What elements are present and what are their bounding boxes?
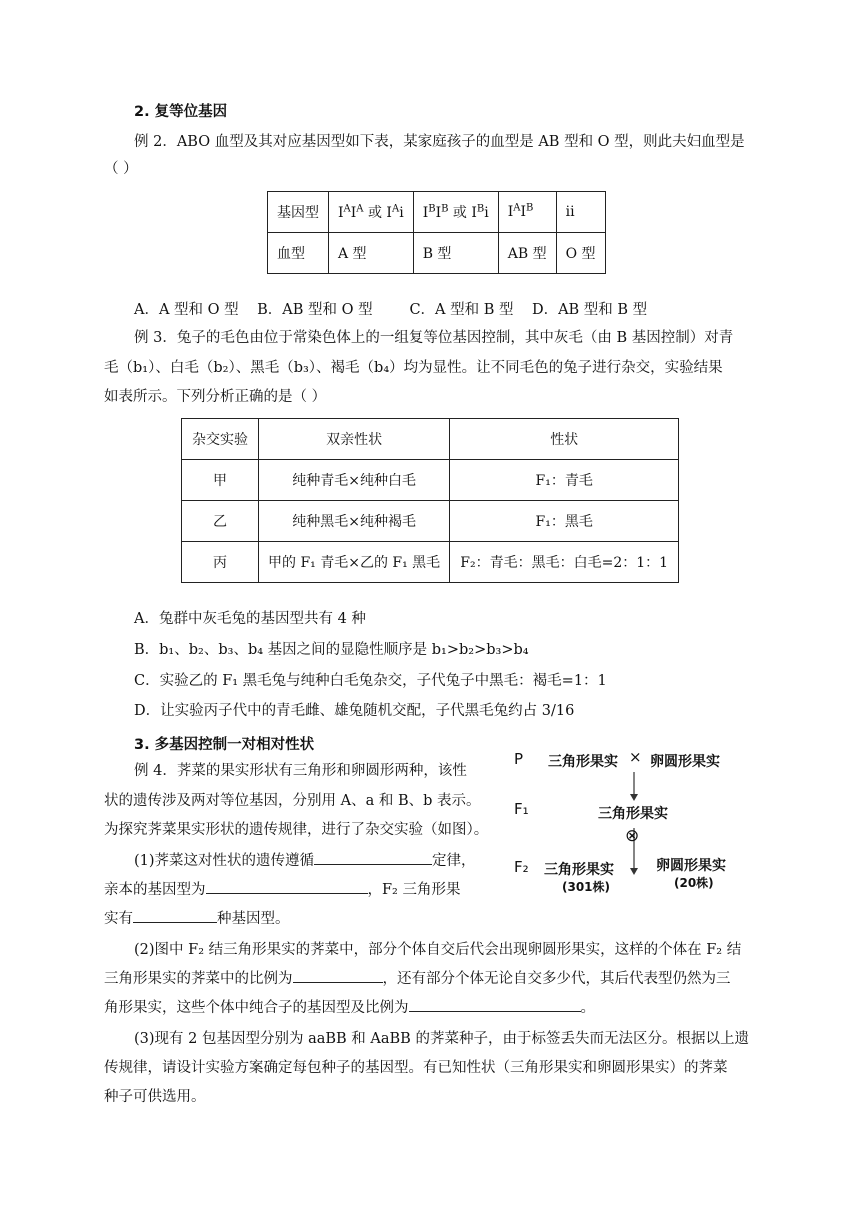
question-3-line-1: (3)现有 2 包基因型分别为 aaBB 和 AaBB 的荠菜种子，由于标签丢失而无法区分。根据以上遗 <box>134 1031 749 1047</box>
question-1-text: 亲本的基因型为 <box>104 882 206 898</box>
table-cell: 基因型 <box>268 192 329 233</box>
table-row <box>268 233 606 274</box>
question-2-line-1: (2)图中 F₂ 结三角形果实的荠菜中，部分个体自交后代会出现卵圆形果实，这样的个体在 F₂ 结 <box>134 942 742 958</box>
table-row <box>182 460 679 501</box>
question-3-line-3: 种子可供选用。 <box>104 1089 206 1105</box>
table-cell: AB 型 <box>498 233 556 274</box>
generation-p-label: P <box>514 750 524 768</box>
table-cell: A 型 <box>329 233 414 274</box>
table-row <box>182 501 679 542</box>
question-2-line-3 <box>104 995 595 1022</box>
example-2-line-2: （ ） <box>104 161 138 177</box>
question-1-text: ，F₂ 三角形果 <box>367 882 461 898</box>
answer-blank[interactable] <box>293 968 383 983</box>
cross-symbol: × <box>629 748 642 766</box>
table-cell: 纯种黑毛×纯种褐毛 <box>259 501 450 542</box>
table-row <box>182 419 679 460</box>
answer-blank[interactable] <box>409 997 581 1012</box>
table-cell: 血型 <box>268 233 329 274</box>
table-cell: 性状 <box>450 419 679 460</box>
f2-oval-label: 卵圆形果实 <box>656 858 726 874</box>
question-2-text: 三角形果实的荠菜中的比例为 <box>104 971 293 987</box>
table-cell: F₁：黑毛 <box>450 501 679 542</box>
parent-2-label: 卵圆形果实 <box>650 754 720 770</box>
example-2-line-1: 例 2．ABO 血型及其对应基因型如下表，某家庭孩子的血型是 AB 型和 O 型，则此夫妇血型是 <box>134 134 745 150</box>
generation-f1-label: F₁ <box>514 800 529 818</box>
question-1-line-2 <box>104 877 460 904</box>
question-3-line-2: 传规律，请设计实验方案确定每包种子的基因型。有已知性状（三角形果实和卵圆形果实）的荠菜 <box>104 1060 728 1076</box>
option-d: D．让实验丙子代中的青毛雌、雄兔随机交配，子代黑毛兔约占 3/16 <box>134 703 575 719</box>
table-cell: 双亲性状 <box>259 419 450 460</box>
option-b: B．b₁、b₂、b₃、b₄ 基因之间的显隐性顺序是 b₁>b₂>b₃>b₄ <box>134 642 529 658</box>
parent-1-label: 三角形果实 <box>548 754 618 770</box>
table-cell: ii <box>556 192 605 233</box>
question-2-text: 。 <box>580 1000 595 1016</box>
f1-offspring-label: 三角形果实 <box>598 806 668 822</box>
table-cell: 纯种青毛×纯种白毛 <box>259 460 450 501</box>
answer-blank[interactable] <box>133 908 217 923</box>
example-4-line-2: 状的遗传涉及两对等位基因，分别用 A、a 和 B、b 表示。 <box>104 793 481 809</box>
table-cell: 丙 <box>182 542 259 583</box>
option-c: C．实验乙的 F₁ 黑毛兔与纯种白毛兔杂交，子代兔子中黑毛：褐毛=1：1 <box>134 673 607 689</box>
question-2-text: 角形果实，这些个体中纯合子的基因型及比例为 <box>104 1000 409 1016</box>
example-3-line-2: 毛（b₁）、白毛（b₂）、黑毛（b₃）、褐毛（b₄）均为显性。让不同毛色的兔子进行杂交，实验结果 <box>104 360 723 376</box>
question-1-text: 定律， <box>432 853 476 869</box>
question-2-line-2 <box>104 966 731 993</box>
generation-f2-label: F₂ <box>514 858 529 876</box>
rabbit-cross-table <box>181 418 679 583</box>
table-cell: $I^AI^B$ <box>498 192 556 233</box>
cross-diagram <box>500 742 760 902</box>
table-cell: 甲的 F₁ 青毛×乙的 F₁ 黑毛 <box>259 542 450 583</box>
f2-triangular-count: (301株) <box>562 880 611 894</box>
answer-blank[interactable] <box>314 850 432 865</box>
table-cell: F₁：青毛 <box>450 460 679 501</box>
example-4-line-1: 例 4．荠菜的果实形状有三角形和卵圆形两种，该性 <box>134 763 467 779</box>
table-cell: F₂：青毛：黑毛：白毛=2：1：1 <box>450 542 679 583</box>
section-2-title: 2. 复等位基因 <box>134 104 228 120</box>
table-row <box>268 192 606 233</box>
f2-oval-count: (20株) <box>674 876 714 890</box>
table-cell: 杂交实验 <box>182 419 259 460</box>
question-1-line-1 <box>134 848 476 875</box>
table-cell: 乙 <box>182 501 259 542</box>
f2-triangular-label: 三角形果实 <box>544 862 614 878</box>
question-1-text: 实有 <box>104 911 133 927</box>
selfing-symbol: ⊗ <box>625 826 640 846</box>
section-3-title: 3. 多基因控制一对相对性状 <box>134 737 315 753</box>
option-a: A．兔群中灰毛兔的基因型共有 4 种 <box>134 611 366 627</box>
answer-blank[interactable] <box>206 879 368 894</box>
table-cell: B 型 <box>413 233 498 274</box>
example-3-line-1: 例 3．兔子的毛色由位于常染色体上的一组复等位基因控制，其中灰毛（由 B 基因控制）对青 <box>134 330 734 346</box>
table-cell: 甲 <box>182 460 259 501</box>
question-1-line-3 <box>104 906 290 933</box>
table-cell: $I^BI^B$ 或 $I^Bi$ <box>413 192 498 233</box>
example-2-options: A．A 型和 O 型 B．AB 型和 O 型 C．A 型和 B 型 D．AB 型和 B 型 <box>134 302 648 318</box>
table-row <box>182 542 679 583</box>
question-1-text: 种基因型。 <box>217 911 290 927</box>
table-cell: O 型 <box>556 233 605 274</box>
example-3-line-3: 如表所示。下列分析正确的是（ ） <box>104 389 327 405</box>
table-cell: $I^AI^A$ 或 $I^Ai$ <box>329 192 414 233</box>
question-1-text: (1)荠菜这对性状的遗传遵循 <box>134 853 315 869</box>
question-2-text: ，还有部分个体无论自交多少代，其后代表型仍然为三 <box>382 971 731 987</box>
example-4-line-3: 为探究荠菜果实形状的遗传规律，进行了杂交实验（如图）。 <box>104 822 489 838</box>
blood-type-table <box>267 191 606 274</box>
